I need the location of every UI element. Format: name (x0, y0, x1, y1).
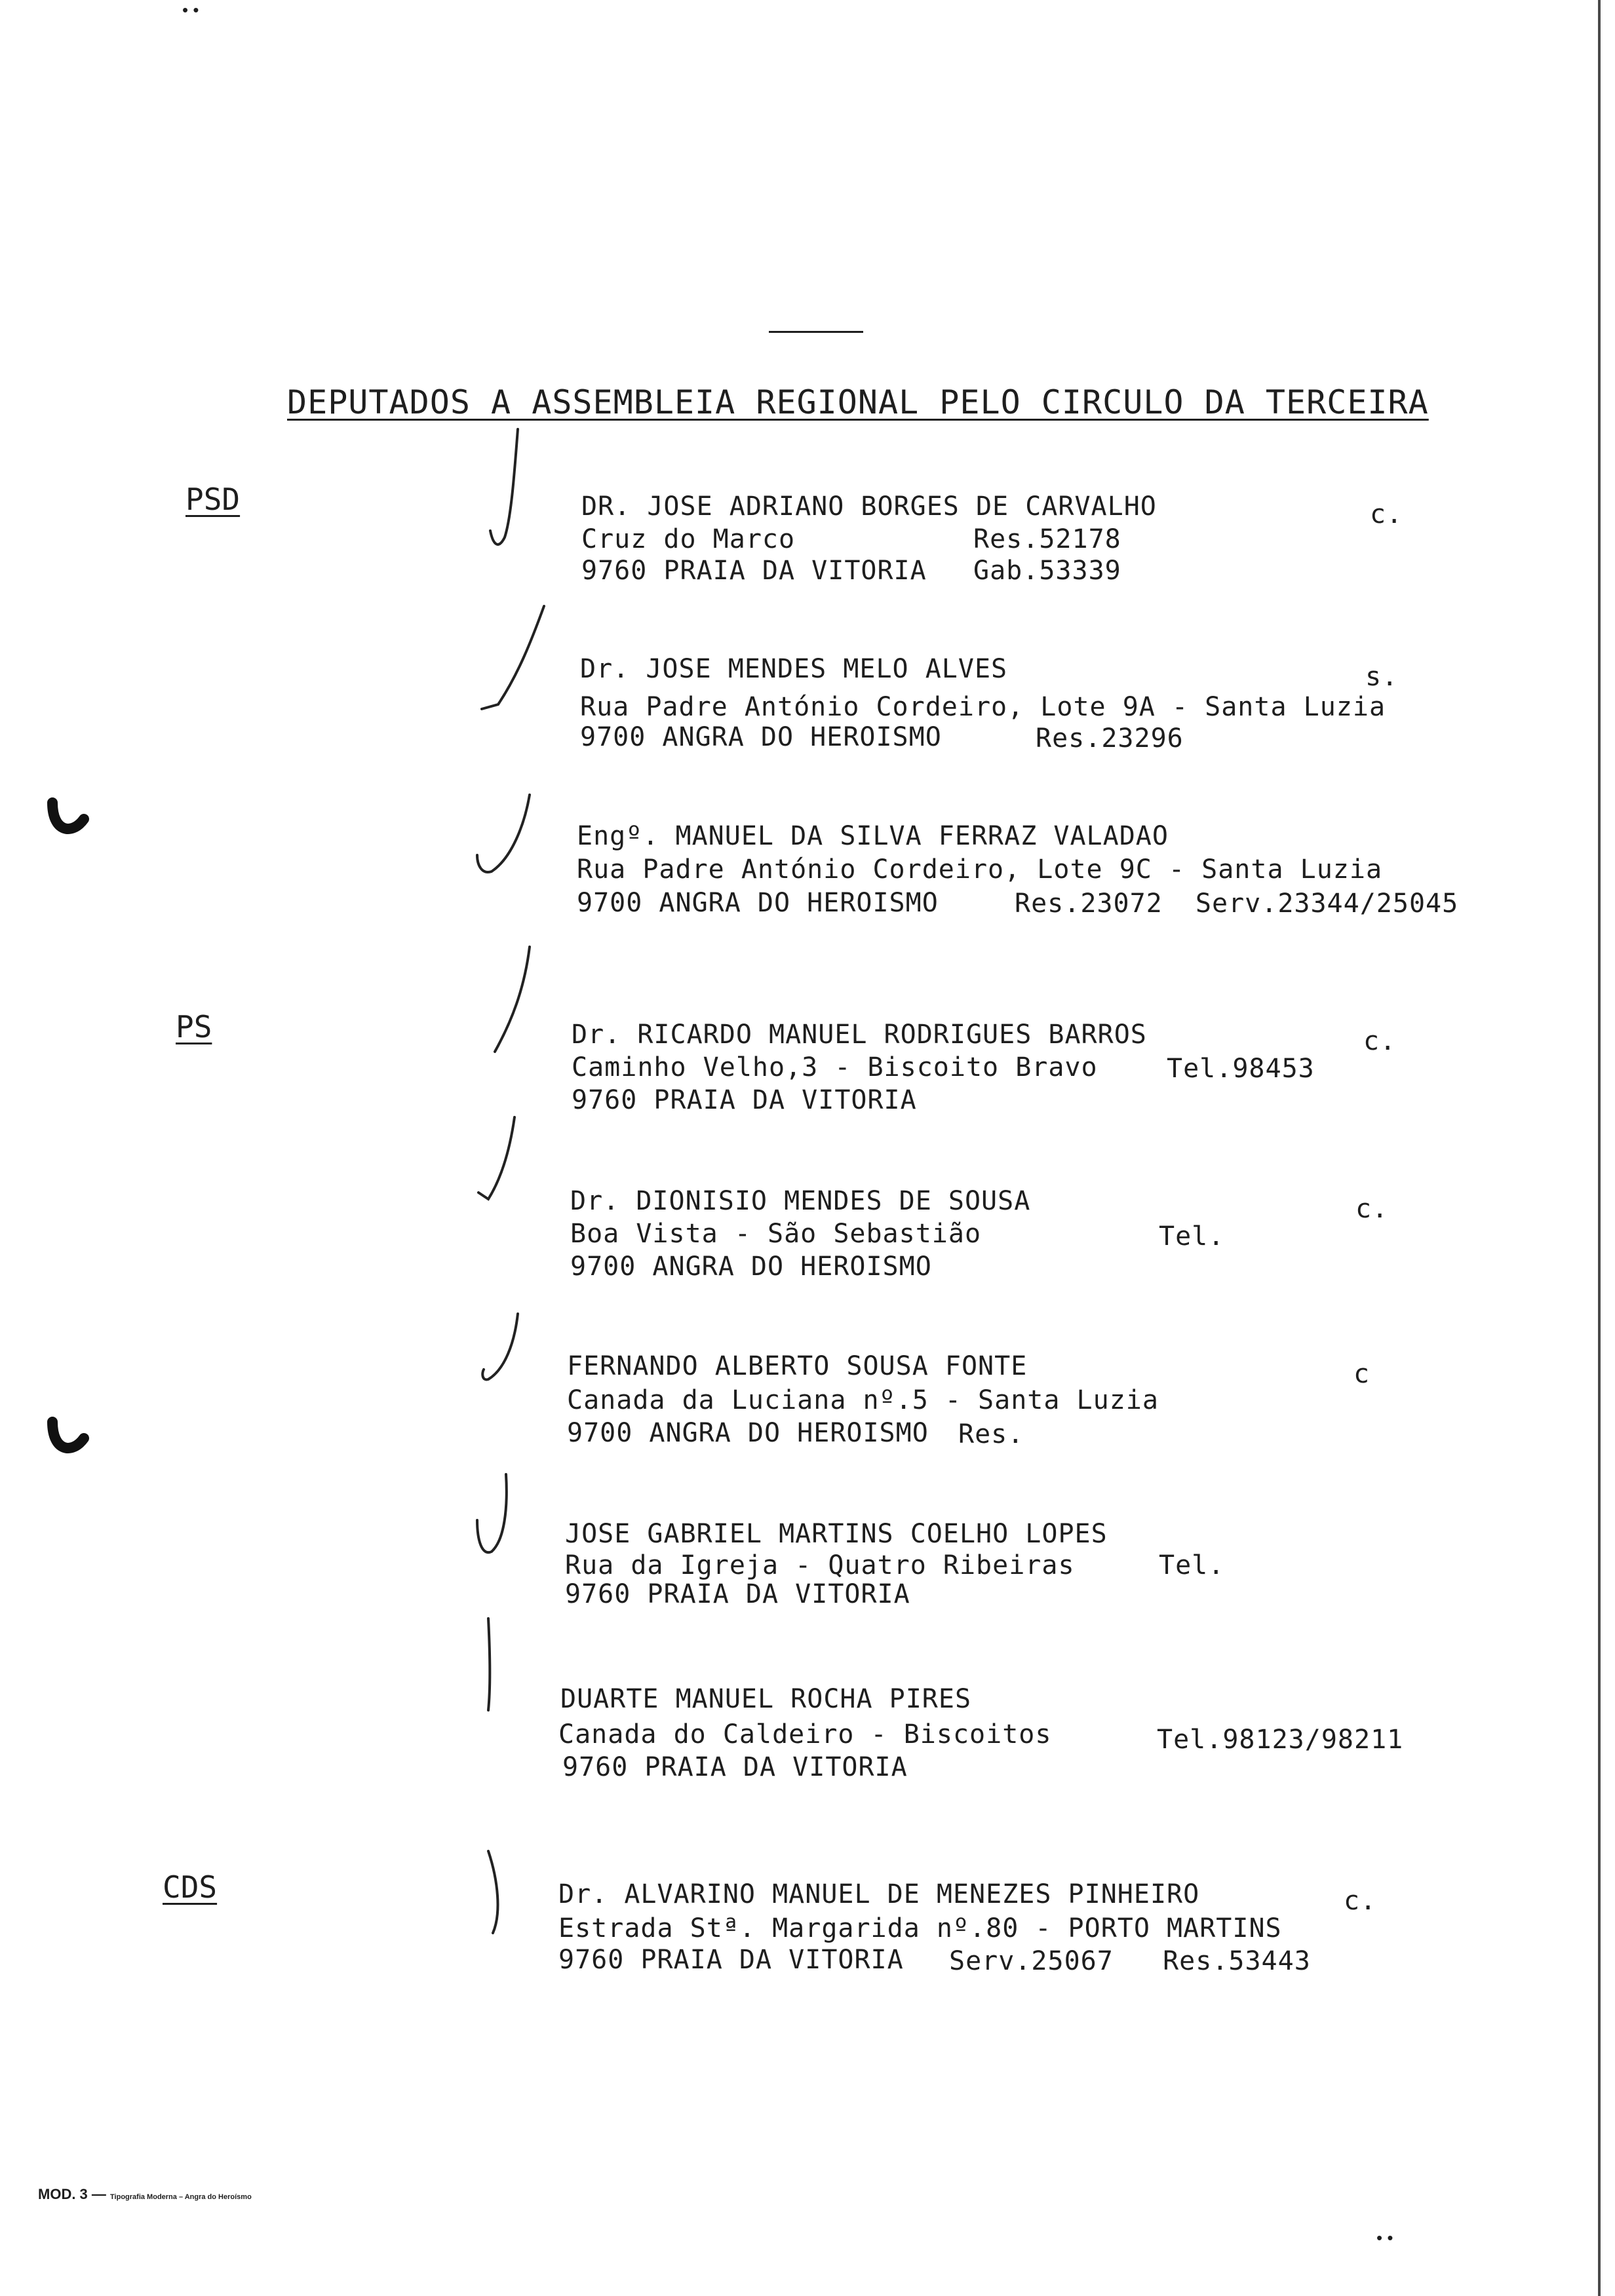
speck: • • (182, 0, 199, 20)
entry-2-address: Rua Padre António Cordeiro, Lote 9A - Santa Luzia (580, 692, 1386, 722)
entry-9-city: 9760 PRAIA DA VITORIA (558, 1945, 904, 1975)
entry-7-name: JOSE GABRIEL MARTINS COELHO LOPES (565, 1519, 1108, 1549)
entry-1-address: Cruz do Marco (581, 524, 796, 554)
entry-7-address: Rua da Igreja - Quatro Ribeiras (565, 1550, 1075, 1580)
entry-5-phone: Tel. (1159, 1221, 1225, 1252)
entry-4-name: Dr. RICARDO MANUEL RODRIGUES BARROS (572, 1020, 1147, 1050)
entry-7-phone: Tel. (1159, 1550, 1225, 1580)
entry-3-city: 9700 ANGRA DO HEROISMO (577, 888, 939, 918)
entry-6-name: FERNANDO ALBERTO SOUSA FONTE (567, 1351, 1028, 1381)
entry-4-code: c. (1363, 1026, 1397, 1056)
entry-2-code: s. (1365, 662, 1399, 692)
entry-6-code: c (1353, 1359, 1371, 1389)
entry-1-phone-res: Res.52178 (973, 524, 1121, 554)
printer-name: Tipografia Moderna – Angra do Heroísmo (110, 2193, 252, 2201)
entry-2-phone: Res.23296 (1036, 723, 1184, 754)
page-title: DEPUTADOS A ASSEMBLEIA REGIONAL PELO CIRCULO DA TERCEIRA (287, 383, 1429, 421)
entry-2-name: Dr. JOSE MENDES MELO ALVES (580, 654, 1008, 684)
speck: • • (1376, 2228, 1393, 2248)
entry-5-address: Boa Vista - São Sebastião (570, 1219, 982, 1249)
entry-8-name: DUARTE MANUEL ROCHA PIRES (560, 1684, 972, 1714)
entry-6-city: 9700 ANGRA DO HEROISMO (567, 1418, 929, 1448)
entry-6-address: Canada da Luciana nº.5 - Santa Luzia (567, 1385, 1159, 1415)
entry-9-phones: Serv.25067 Res.53443 (949, 1946, 1311, 1976)
entry-9-code: c. (1344, 1886, 1377, 1916)
entry-1-city: 9760 PRAIA DA VITORIA (581, 556, 927, 586)
entry-8-city: 9760 PRAIA DA VITORIA (562, 1752, 908, 1782)
entry-6-phone: Res. (958, 1419, 1024, 1449)
entry-9-name: Dr. ALVARINO MANUEL DE MENEZES PINHEIRO (558, 1879, 1200, 1909)
entry-3-name: Engº. MANUEL DA SILVA FERRAZ VALADAO (577, 821, 1169, 851)
entry-3-phone: Res.23072 Serv.23344/25045 (1015, 889, 1459, 919)
entry-5-code: c. (1355, 1194, 1389, 1224)
entry-4-phone: Tel.98453 (1167, 1054, 1315, 1084)
entry-8-address: Canada do Caldeiro - Biscoitos (558, 1719, 1052, 1750)
entry-7-city: 9760 PRAIA DA VITORIA (565, 1579, 910, 1609)
entry-1-name: DR. JOSE ADRIANO BORGES DE CARVALHO (581, 491, 1157, 522)
party-label-psd: PSD (185, 482, 241, 517)
entry-4-city: 9760 PRAIA DA VITORIA (572, 1085, 917, 1115)
entry-4-address: Caminho Velho,3 - Biscoito Bravo (572, 1052, 1098, 1082)
entry-3-address: Rua Padre António Cordeiro, Lote 9C - Santa Luzia (577, 854, 1383, 885)
entry-5-name: Dr. DIONISIO MENDES DE SOUSA (570, 1186, 1031, 1216)
entry-9-address: Estrada Stª. Margarida nº.80 - PORTO MARTINS (558, 1913, 1282, 1943)
entry-1-code: c. (1370, 499, 1403, 529)
entry-5-city: 9700 ANGRA DO HEROISMO (570, 1252, 932, 1282)
party-label-cds: CDS (163, 1869, 218, 1905)
form-footer (38, 2186, 252, 2203)
entry-1-phone-gab: Gab.53339 (973, 556, 1121, 586)
entry-8-phone: Tel.98123/98211 (1157, 1725, 1404, 1755)
entry-2-city: 9700 ANGRA DO HEROISMO (580, 722, 942, 752)
form-number: MOD. 3 — (38, 2186, 106, 2202)
party-label-ps: PS (176, 1009, 212, 1044)
